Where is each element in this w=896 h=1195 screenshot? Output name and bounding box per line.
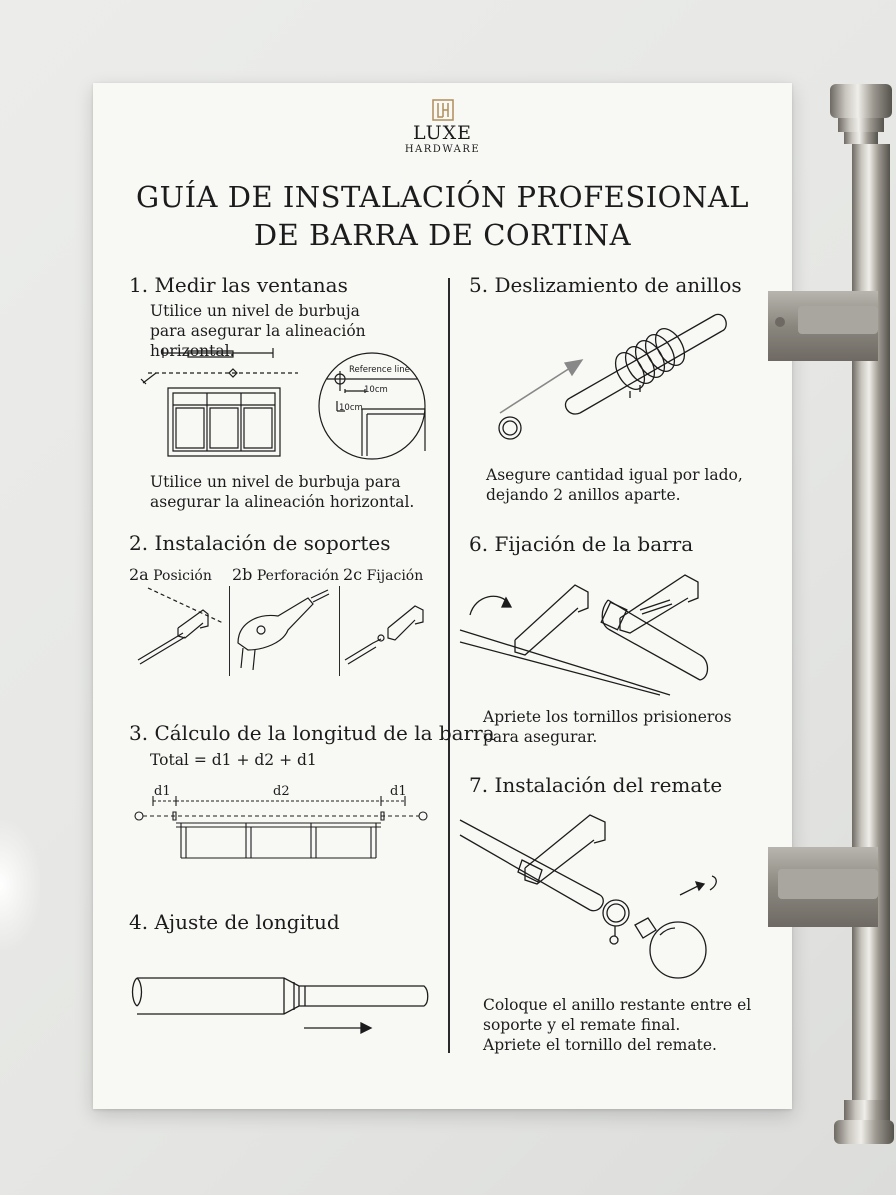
d1-right-label: d1 [390,784,407,799]
step6-heading: 6. Fijación de la barra [469,532,694,556]
step5-text: Asegure cantidad igual por lado, dejando 2 anillos aparte. [486,466,743,504]
step2a-label: 2a Posición [129,565,212,584]
step3-formula: Total = d1 + d2 + d1 [150,751,317,769]
step6-text: Apriete los tornillos prisioneros para asegurar. [483,708,732,746]
bracket-fixing-illustration [343,588,438,673]
rod-adjust-illustration [129,968,434,1038]
step2-separator-2 [339,586,340,676]
step4-heading: 4. Ajuste de longitud [129,910,340,934]
brand-subtitle: HARDWARE [404,144,481,155]
step2c-label: 2c Fijación [343,565,424,584]
step3-heading: 3. Cálculo de la longitud de la barra [129,721,495,745]
page-title: GUÍA DE INSTALACIÓN PROFESIONAL DE BARRA DE CORTINA [135,180,750,252]
curtain-rod-photo [768,84,896,1144]
rod-icon [768,84,896,1144]
step7-text: Coloque el anillo restante entre el soporte y el remate final. Apriete el tornillo del remate. [483,996,752,1054]
wall-object-shadow [0,820,40,950]
d1-left-label: d1 [154,784,171,799]
reference-10cm-side: 10cm [339,403,363,413]
bracket-position-illustration [133,588,228,673]
finial-install-illustration [460,810,750,990]
step2b-label: 2b Perforación [232,565,340,584]
step2-separator-1 [229,586,230,676]
step7-heading: 7. Instalación del remate [469,773,723,797]
reference-line-label: Reference line [349,365,410,375]
step5-heading: 5. Deslizamiento de anillos [469,273,742,297]
reference-10cm-top: 10cm [364,385,388,395]
rings-slide-illustration [490,303,740,453]
rod-fixing-illustration [460,570,770,695]
brand-name: LUXE [413,122,472,144]
d2-label: d2 [273,784,290,799]
step1-text-bottom: Utilice un nivel de burbuja para asegurar la alineación horizontal. [150,473,415,511]
step1-text-top: Utilice un nivel de burbuja para asegurar la alineación horizontal. [150,302,366,360]
brand-logo [93,99,792,156]
step2-heading: 2. Instalación de soportes [129,531,391,555]
drill-icon [233,588,333,673]
column-divider [448,278,450,1053]
instruction-sheet [93,83,792,1109]
window-measure-illustration [138,348,308,463]
rod-length-diagram [131,788,436,863]
step1-heading: 1. Medir las ventanas [129,273,348,297]
luxe-logo-icon [432,99,454,121]
